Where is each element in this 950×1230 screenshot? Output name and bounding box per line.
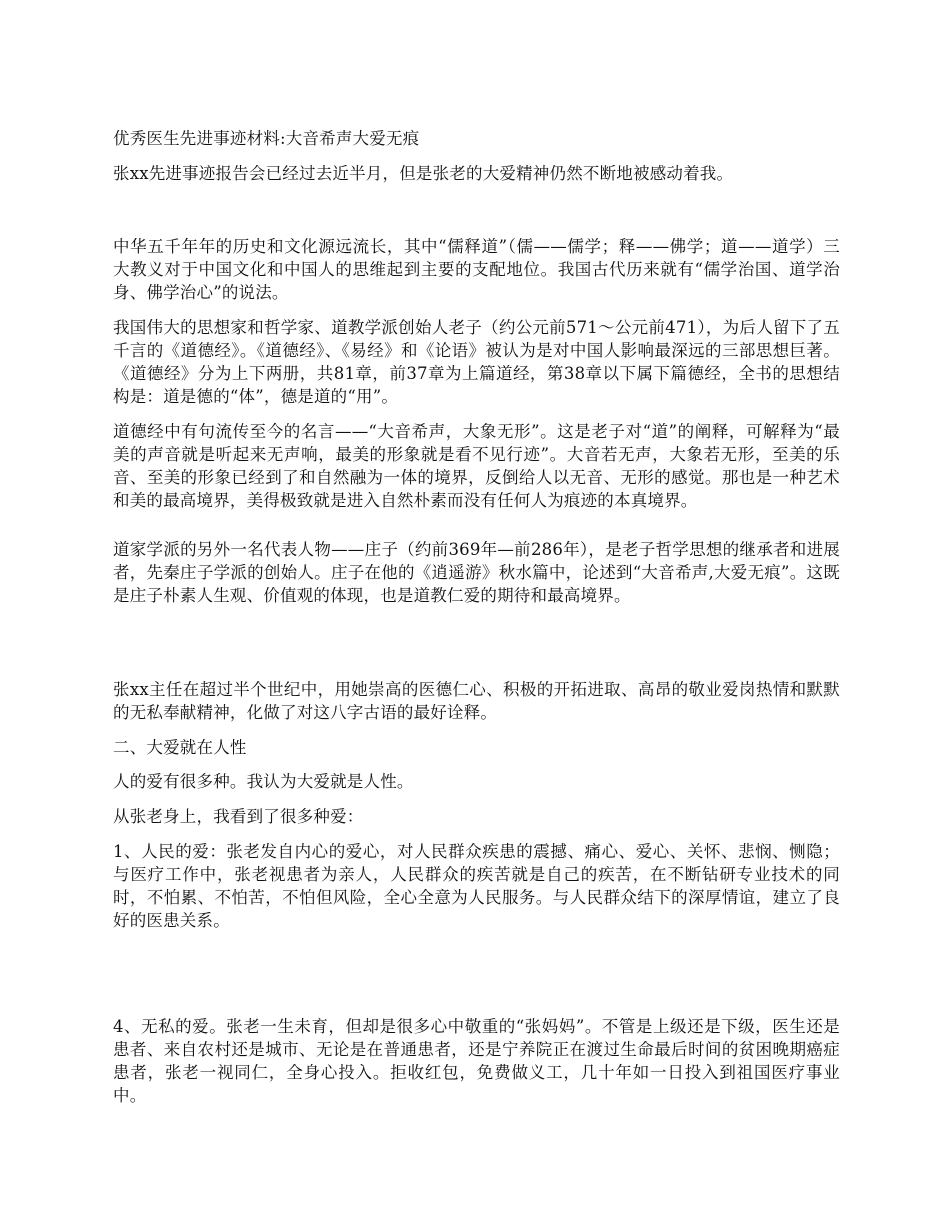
paragraph-confucianism-taoism: 中华五千年年的历史和文化源远流长，其中“儒释道”（儒——儒学；释——佛学；道——道学）三大教义对于中国文化和中国人的思维起到主要的支配地位。我国古代历来就有“儒学治国、道学治身、佛学治心”的说法。 bbox=[113, 237, 840, 302]
section-heading-great-love: 二、大爱就在人性 bbox=[113, 738, 247, 757]
list-item-selfless-love: 4、无私的爱。张老一生未育，但却是很多心中敬重的“张妈妈”。不管是上级还是下级，医生还是患者、来自农村还是城市、无论是在普通患者，还是宁养院正在渡过生命最后时间的贫困晚期癌症患者，张老一视同仁，全身心投入。拒收红包，免费做义工，几十年如一日投入到祖国医疗事业中。 bbox=[113, 1017, 840, 1105]
paragraph-love-is-humanity: 人的爱有很多种。我认为大爱就是人性。 bbox=[113, 772, 414, 791]
paragraph-zhuangzi: 道家学派的另外一名代表人物——庄子（约前369年—前286年），是老子哲学思想的继承者和进展者，先秦庄子学派的创始人。庄子在他的《逍遥游》秋水篇中，论述到“大音希声,大爱无痕”。这既是庄子朴素人生观、价值观的体现，也是道教仁爱的期待和最高境界。 bbox=[113, 540, 840, 605]
paragraph-intro: 张xx先进事迹报告会已经过去近半月，但是张老的大爱精神仍然不断地被感动着我。 bbox=[113, 164, 734, 183]
paragraph-director-zhang: 张xx主任在超过半个世纪中，用她崇高的医德仁心、积极的开拓进取、高昂的敬业爱岗热情和默默的无私奉献精神，化做了对这八字古语的最好诠释。 bbox=[113, 680, 840, 722]
paragraph-great-sound: 道德经中有句流传至今的名言——“大音希声，大象无形”。这是老子对“道”的阐释，可解释为“最美的声音就是听起来无声响，最美的形象就是看不见行迹”。大音若无声，大象若无形，至美的乐音、至美的形象已经到了和自然融为一体的境界，反倒给人以无音、无形的感觉。那也是一种艺术和美的最高境界，美得极致就是进入自然朴素而没有任何人为痕迹的本真境界。 bbox=[113, 422, 840, 510]
list-item-people-love: 1、人民的爱：张老发自内心的爱心，对人民群众疾患的震撼、痛心、爱心、关怀、悲悯、恻隐；与医疗工作中，张老视患者为亲人，人民群众的疾苦就是自己的疾苦，在不断钻研专业技术的同时，不怕累、不怕苦，不怕但风险，全心全意为人民服务。与人民群众结下的深厚情谊，建立了良好的医患关系。 bbox=[113, 842, 840, 930]
paragraph-many-loves: 从张老身上，我看到了很多种爱： bbox=[113, 807, 364, 826]
document-title: 优秀医生先进事迹材料:大音希声大爱无痕 bbox=[113, 129, 420, 148]
paragraph-laozi: 我国伟大的思想家和哲学家、道教学派创始人老子（约公元前571～公元前471），为后人留下了五千言的《道德经》。《道德经》、《易经》和《论语》被认为是对中国人影响最深远的三部思想巨著。《道德经》分为上下两册，共81章，前37章为上篇道经，第38章以下属下篇德经，全书的思想结构是：道是德的“体”，德是道的“用”。 bbox=[113, 318, 840, 406]
